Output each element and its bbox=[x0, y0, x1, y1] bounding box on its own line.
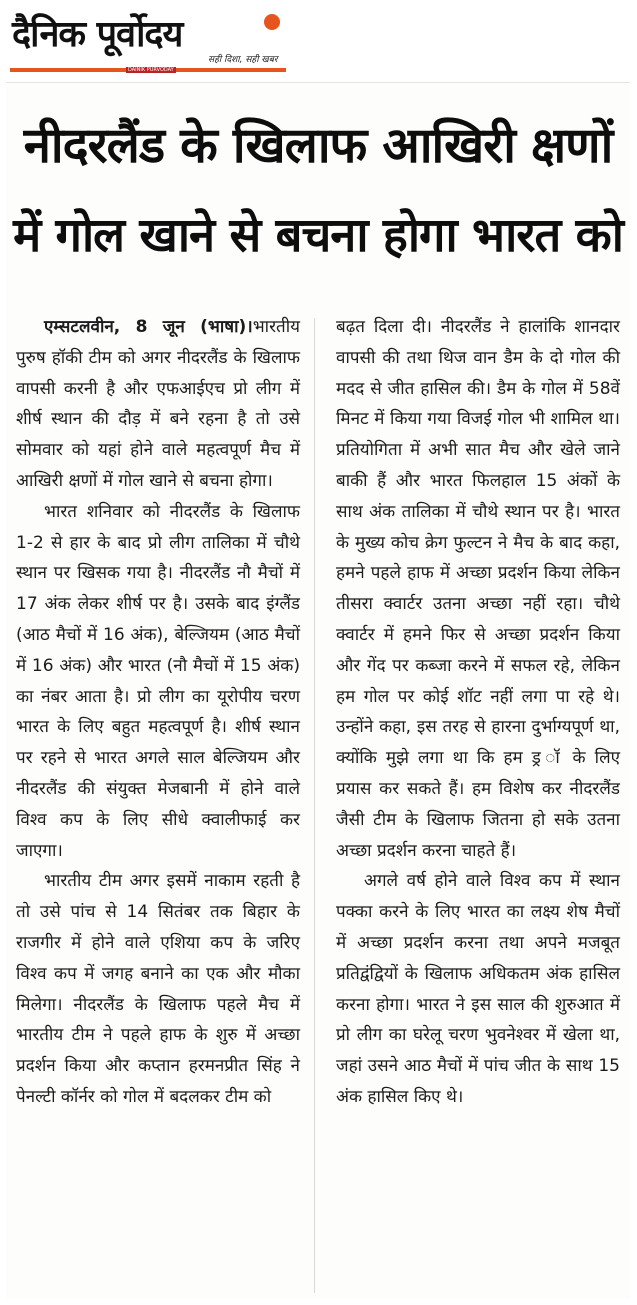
article-column-left bbox=[16, 312, 300, 1113]
headline-line-1: नीदरलैंड के खिलाफ आखिरी क्षणों bbox=[23, 117, 613, 174]
article-paragraph: भारतीय टीम अगर इसमें नाकाम रहती है तो उसे पांच से 14 सितंबर तक बिहार के राजगीर में होने वाले एशिया कप के जरिए विश्व कप में जगह बनाने का एक और मौका मिलेगा। नीदरलैंड के खिलाफ पहले मैच में भारतीय टीम ने पहले हाफ के शुरु में अच्छा प्रदर्शन किया और कप्तान हरमनप्रीत सिंह ने पेनल्टी कॉर्नर को गोल में बदलकर टीम को bbox=[16, 871, 300, 1107]
dateline: एम्सटलवीन, 8 जून (भाषा)। bbox=[44, 317, 253, 337]
column-divider bbox=[314, 318, 315, 1293]
masthead-rule-label: DAINIK PURVODAY bbox=[128, 67, 174, 73]
article-column-right bbox=[336, 312, 620, 1113]
article-paragraph: अगले वर्ष होने वाले विश्व कप में स्थान पक्का करने के लिए भारत का लक्ष्य शेष मैचों में अच्छा प्रदर्शन करना तथा अपने मजबूत प्रतिद्वंद्वियों के खिलाफ अधिकतम अंक हासिल करना होगा। भारत ने इस साल की शुरुआत में प्रो लीग का घरेलू चरण भुवनेश्वर में खेला था, जहां उसने आठ मैचों में पांच जीत के साथ 15 अंक हासिल किए थे। bbox=[336, 871, 620, 1107]
article-paragraph bbox=[16, 312, 300, 497]
logo-dot-icon bbox=[264, 14, 280, 30]
newspaper-tagline: सही दिशा, सही खबर bbox=[208, 55, 278, 65]
paragraph-text: भारतीय पुरुष हॉकी टीम को अगर नीदरलैंड के खिलाफ वापसी करनी है और एफआईएच प्रो लीग में शीर्ष स्थान की दौड़ में बने रहना है तो उसे सोमवार को यहां होने वाले महत्वपूर्ण मैच में आखिरी क्षणों में गोल खाने से बचना होगा। bbox=[16, 317, 300, 491]
headline-line-2: में गोल खाने से बचना होगा भारत को bbox=[13, 208, 623, 263]
article-paragraph: बढ़त दिला दी। नीदरलैंड ने हालांकि शानदार वापसी की तथा थिज वान डैम के दो गोल की मदद से जीत हासिल की। डैम के गोल में 58वें मिनट में किया गया विजई गोल भी शामिल था। प्रतियोगिता में अभी सात मैच और खेले जाने बाकी हैं और भारत फिलहाल 15 अंकों के साथ अंक तालिका में चौथे स्थान पर है। भारत के मुख्य कोच क्रेग फुल्टन ने मैच के बाद कहा, हमने पहले हाफ में अच्छा प्रदर्शन किया लेकिन तीसरा क्वार्टर उतना अच्छा नहीं रहा। चौथे क्वार्टर में हमने फिर से अच्छा प्रदर्शन किया और गेंद पर कब्जा करने में सफल रहे, लेकिन हम गोल पर कोई शॉट नहीं लगा पा रहे थे। उन्होंने कहा, इस तरह से हारना दुर्भाग्यपूर्ण था, क्योंकि मुझे लगा था कि हम ड्र ॉ के लिए प्रयास कर सकते हैं। हम विशेष कर नीदरलैंड जैसी टीम के खिलाफ जितना हो सके उतना अच्छा प्रदर्शन करना चाहते हैं। bbox=[336, 317, 620, 861]
newspaper-logo: दैनिक पूर्वोदय bbox=[12, 14, 183, 55]
article-paragraph: भारत शनिवार को नीदरलैंड के खिलाफ 1-2 से हार के बाद प्रो लीग तालिका में चौथे स्थान पर खिसक गया है। नीदरलैंड नौ मैचों में 17 अंक लेकर शीर्ष पर है। उसके बाद इंग्लैंड (आठ मैचों में 16 अंक), बेल्जियम (आठ मैचों में 16 अंक) और भारत (नौ मैचों में 15 अंक) का नंबर आता है। प्रो लीग का यूरोपीय चरण भारत के लिए बहुत महत्वपूर्ण है। शीर्ष स्थान पर रहने से भारत अगले साल बेल्जियम और नीदरलैंड की संयुक्त मेजबानी में होने वाले विश्व कप के लिए सीधे क्वालीफाई कर जाएगा। bbox=[16, 501, 300, 861]
masthead bbox=[8, 4, 288, 74]
